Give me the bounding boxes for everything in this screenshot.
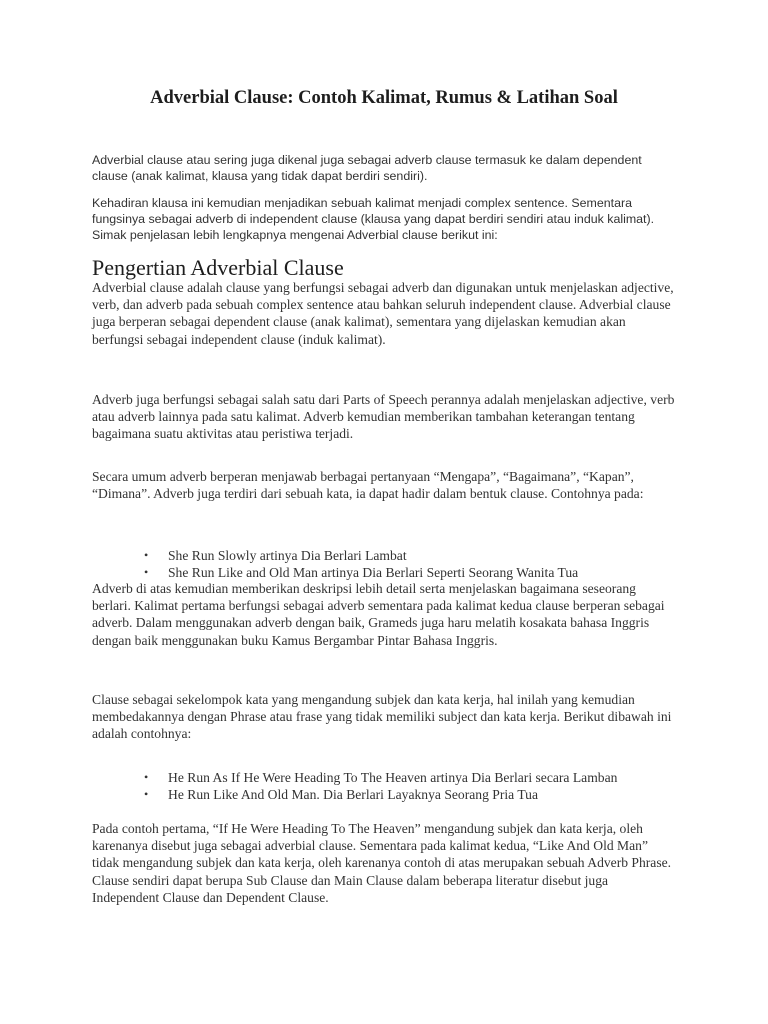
section-heading: Pengertian Adverbial Clause <box>92 255 344 280</box>
list-item: • She Run Like and Old Man artinya Dia Berlari Seperti Seorang Wanita Tua <box>92 564 676 581</box>
body-paragraph-1: Adverbial clause adalah clause yang berfungsi sebagai adverb dan digunakan untuk menjelaskan adjective, verb, dan adverb pada sebuah complex sentence atau bahkan seluruh independent clause. Adverbial clause juga berperan sebagai dependent clause (anak kalimat), sementara yang dijelaskan kemudian akan berfungsi sebagai independent clause (induk kalimat). <box>92 280 674 347</box>
body-paragraph-4: Adverb di atas kemudian memberikan deskripsi lebih detail serta menjelaskan bagaimana seseorang berlari. Kalimat pertama berfungsi sebagai adverb sementara pada kalimat kedua clause berperan sebagai adverb. Dalam menggunakan adverb dengan baik, Grameds juga haru melatih kosakata bahasa Inggris dengan baik menggunakan buku Kamus Bergambar Pintar Bahasa Inggris. <box>92 581 665 648</box>
body-paragraph-3: Secara umum adverb berperan menjawab berbagai pertanyaan “Mengapa”, “Bagaimana”, “Kapan”, “Dimana”. Adverb juga terdiri dari sebuah kata, ia dapat hadir dalam bentuk clause. Contohnya pada: <box>92 469 644 502</box>
body-paragraph-6: Pada contoh pertama, “If He Were Heading To The Heaven” mengandung subjek dan kata kerja, oleh karenanya disebut juga sebagai adverbial clause. Sementara pada kalimat kedua, “Like And Old Man” tidak mengandung subjek dan kata kerja, oleh karenanya contoh di atas merupakan sebuah Adverb Phrase. Clause sendiri dapat berupa Sub Clause dan Main Clause dalam beberapa literatur disebut juga Independent Clause dan Dependent Clause. <box>92 821 672 905</box>
example-list-2 <box>92 769 676 803</box>
intro-paragraph-2: Kehadiran klausa ini kemudian menjadikan sebuah kalimat menjadi complex sentence. Sementara fungsinya sebagai adverb di independent clause (klausa yang dapat berdiri sendiri atau induk kalimat). Simak penjelasan lebih lengkapnya mengenai Adverbial clause berikut ini: <box>92 196 655 243</box>
list-item: • He Run As If He Were Heading To The Heaven artinya Dia Berlari secara Lamban <box>92 769 676 786</box>
body-paragraph-5: Clause sebagai sekelompok kata yang mengandung subjek dan kata kerja, hal inilah yang kemudian membedakannya dengan Phrase atau frase yang tidak memiliki subject dan kata kerja. Berikut dibawah ini adalah contohnya: <box>92 692 672 742</box>
document-title: Adverbial Clause: Contoh Kalimat, Rumus & Latihan Soal <box>150 88 618 108</box>
body-paragraph-2: Adverb juga berfungsi sebagai salah satu dari Parts of Speech perannya adalah menjelaskan adjective, verb atau adverb lainnya pada satu kalimat. Adverb kemudian memberikan tambahan keterangan tentang bagaimana suatu aktivitas atau peristiwa terjadi. <box>92 392 675 442</box>
list-item: • She Run Slowly artinya Dia Berlari Lambat <box>92 547 676 564</box>
intro-paragraph-1: Adverbial clause atau sering juga dikenal juga sebagai adverb clause termasuk ke dalam dependent clause (anak kalimat, klausa yang tidak dapat berdiri sendiri). <box>92 153 642 184</box>
example-list-1 <box>92 547 676 581</box>
list-item: • He Run Like And Old Man. Dia Berlari Layaknya Seorang Pria Tua <box>92 786 676 803</box>
